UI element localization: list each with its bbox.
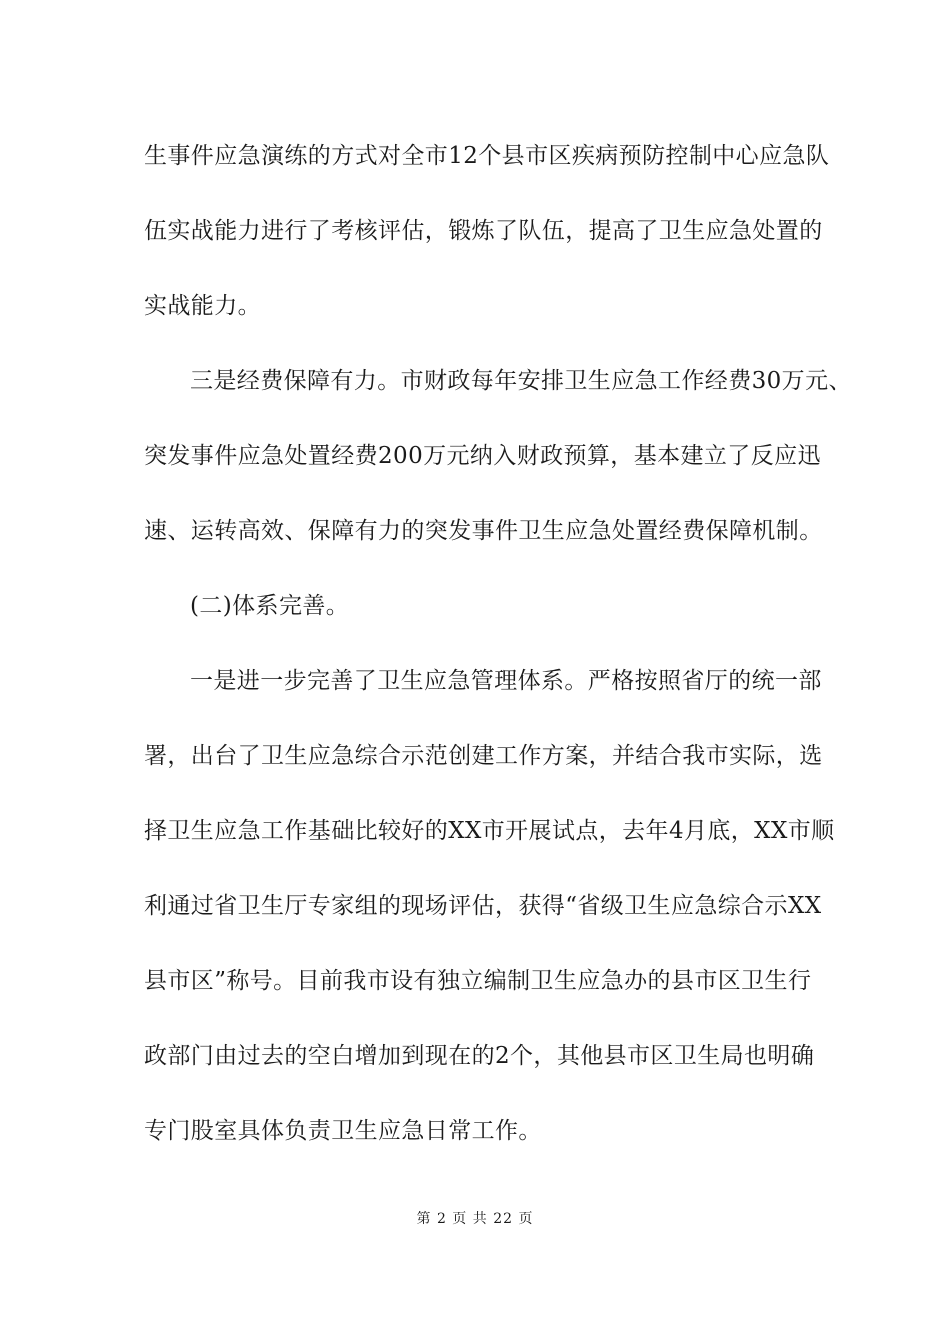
text-line: 专门股室具体负责卫生应急日常工作。 xyxy=(144,1118,542,1144)
text-line: 伍实战能力进行了考核评估，锻炼了队伍，提高了卫生应急处置的 xyxy=(144,218,823,244)
text-line: 突发事件应急处置经费200万元纳入财政预算，基本建立了反应迅 xyxy=(144,443,821,469)
text-line: 生事件应急演练的方式对全市12个县市区疾病预防控制中心应急队 xyxy=(144,143,830,169)
document-body xyxy=(144,132,852,1182)
text-line: 县市区”称号。目前我市设有独立编制卫生应急办的县市区卫生行 xyxy=(144,968,812,994)
text-line: 实战能力。 xyxy=(144,293,261,319)
text-line: 择卫生应急工作基础比较好的XX市开展试点，去年4月底，XX市顺 xyxy=(144,818,835,844)
page-number-footer: 第 2 页 共 22 页 xyxy=(416,1211,534,1227)
text-line: 署，出台了卫生应急综合示范创建工作方案，并结合我市实际，选 xyxy=(144,743,823,769)
text-line: 政部门由过去的空白增加到现在的2个，其他县市区卫生局也明确 xyxy=(144,1043,815,1069)
paragraph-start-line: 一是进一步完善了卫生应急管理体系。严格按照省厅的统一部 xyxy=(190,668,822,694)
section-heading: (二)体系完善。 xyxy=(190,593,350,619)
paragraph-start-line: 三是经费保障有力。市财政每年安排卫生应急工作经费30万元、 xyxy=(190,368,852,394)
text-line: 利通过省卫生厅专家组的现场评估，获得“省级卫生应急综合示XX xyxy=(144,893,822,919)
text-line: 速、运转高效、保障有力的突发事件卫生应急处置经费保障机制。 xyxy=(144,518,823,544)
